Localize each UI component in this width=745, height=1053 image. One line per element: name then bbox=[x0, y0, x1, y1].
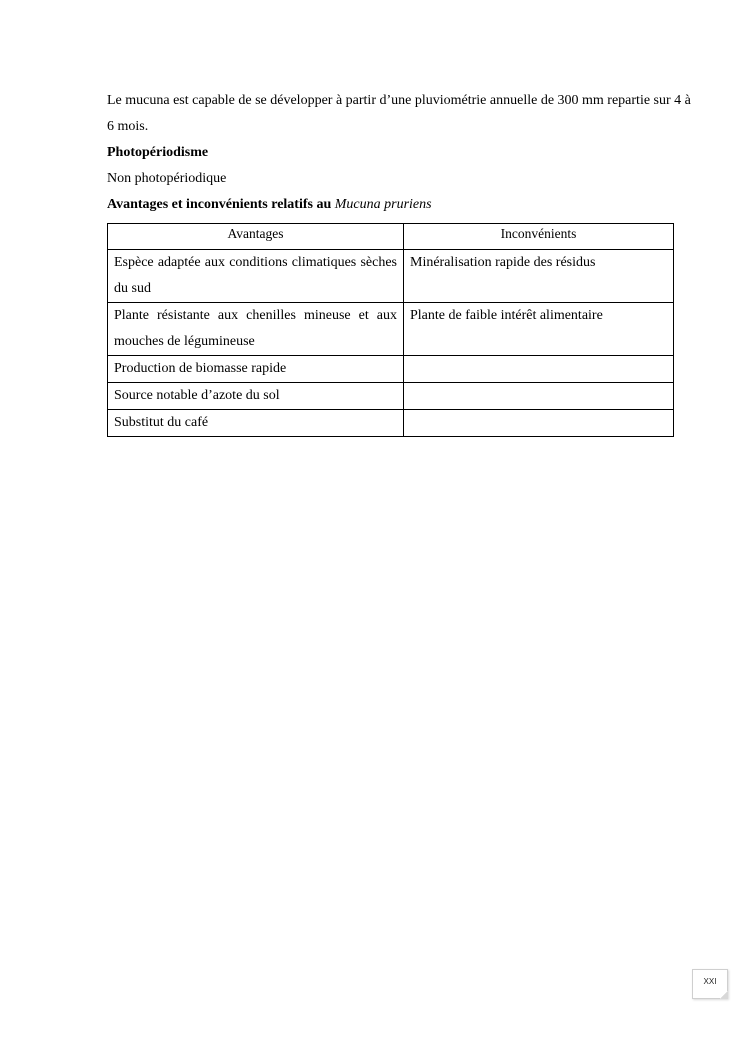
advantage-cell: Plante résistante aux chenilles mineuse et aux mouches de légumineuse bbox=[108, 303, 404, 356]
disadvantage-cell: Minéralisation rapide des résidus bbox=[404, 250, 674, 303]
advantages-table bbox=[107, 223, 674, 437]
disadvantage-cell bbox=[404, 383, 674, 410]
table-title bbox=[107, 192, 697, 218]
advantage-cell: Espèce adaptée aux conditions climatiques sèches du sud bbox=[108, 250, 404, 303]
disadvantage-cell bbox=[404, 410, 674, 437]
table-row bbox=[108, 356, 674, 383]
disadvantage-cell: Plante de faible intérêt alimentaire bbox=[404, 303, 674, 356]
page-number: XXI bbox=[703, 977, 717, 986]
header-disadvantages: Inconvénients bbox=[404, 224, 674, 250]
table-title-italic: Mucuna pruriens bbox=[334, 197, 432, 212]
table-row bbox=[108, 383, 674, 410]
advantage-cell: Substitut du café bbox=[108, 410, 404, 437]
document-body bbox=[107, 88, 697, 437]
page-number-box bbox=[692, 969, 728, 999]
table-row bbox=[108, 250, 674, 303]
text-photoperiodism: Non photopériodique bbox=[107, 171, 227, 186]
paragraph-pluviometry: Le mucuna est capable de se développer à partir d’une pluviométrie annuelle de 300 mm repartie sur 4 à 6 mois. bbox=[107, 93, 691, 134]
page-fold-decoration bbox=[720, 991, 728, 999]
header-advantages: Avantages bbox=[108, 224, 404, 250]
heading-photoperiodism: Photopériodisme bbox=[107, 145, 209, 160]
disadvantage-cell bbox=[404, 356, 674, 383]
table-header-row bbox=[108, 224, 674, 250]
advantage-cell: Source notable d’azote du sol bbox=[108, 383, 404, 410]
table-row bbox=[108, 410, 674, 437]
table-title-bold: Avantages et inconvénients relatifs au bbox=[107, 197, 335, 212]
table-row bbox=[108, 303, 674, 356]
advantage-cell: Production de biomasse rapide bbox=[108, 356, 404, 383]
